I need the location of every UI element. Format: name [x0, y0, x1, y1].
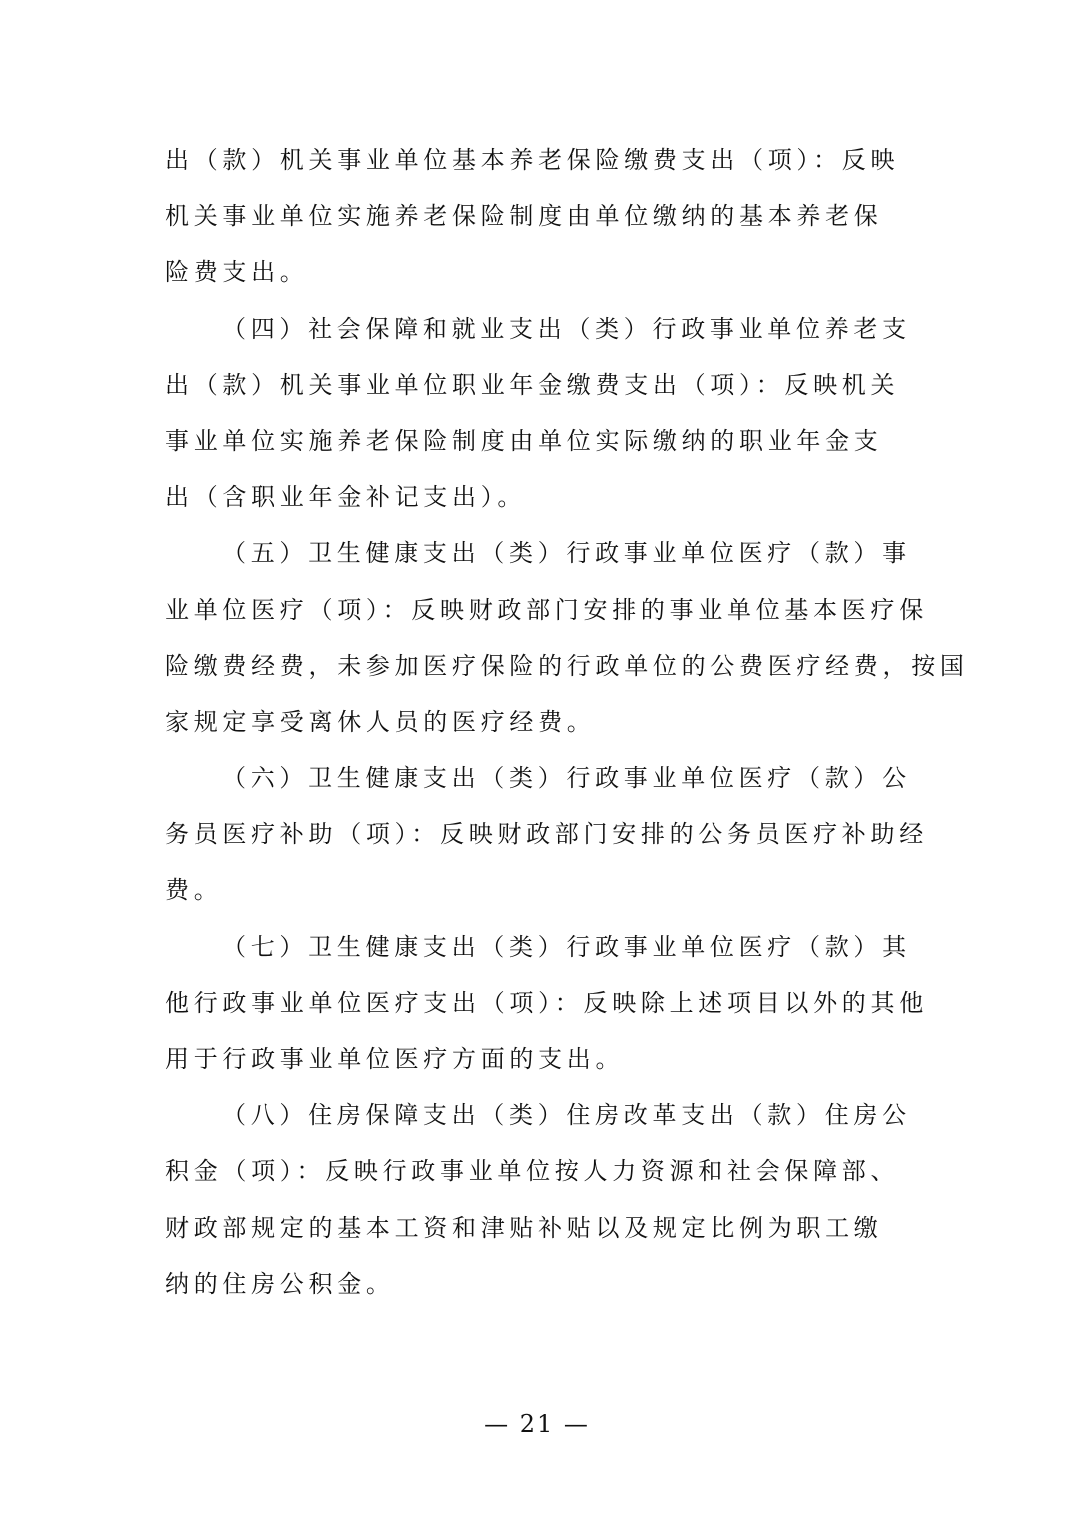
text-line: 事业单位实施养老保险制度由单位实际缴纳的职业年金支 — [165, 426, 883, 455]
text-line: 险费支出。 — [165, 258, 309, 287]
text-line: （八）住房保障支出（类）住房改革支出（款）住房公 — [222, 1101, 911, 1130]
text-line: 费。 — [165, 876, 223, 905]
text-line: 他行政事业单位医疗支出（项）：反映除上述项目以外的其他 — [165, 988, 928, 1017]
page-number: — 21 — — [484, 1410, 590, 1438]
text-line: 用于行政事业单位医疗方面的支出。 — [165, 1045, 625, 1073]
text-line: 险缴费经费，未参加医疗保险的行政单位的公费医疗经费，按国 — [165, 651, 969, 680]
text-line: 机关事业单位实施养老保险制度由单位缴纳的基本养老保 — [165, 202, 883, 231]
text-line: 务员医疗补助（项）：反映财政部门安排的公务员医疗补助经 — [165, 820, 928, 849]
text-line: （四）社会保障和就业支出（类）行政事业单位养老支 — [222, 314, 911, 343]
text-line: 财政部规定的基本工资和津贴补贴以及规定比例为职工缴 — [165, 1213, 883, 1242]
text-line: （五）卫生健康支出（类）行政事业单位医疗（款）事 — [222, 539, 911, 568]
text-line: 家规定享受离休人员的医疗经费。 — [165, 707, 596, 736]
paragraph — [165, 140, 925, 309]
text-line: 出（款）机关事业单位职业年金缴费支出（项）：反映机关 — [165, 370, 900, 399]
text-line: （七）卫生健康支出（类）行政事业单位医疗（款）其 — [222, 932, 911, 961]
text-line: 出（款）机关事业单位基本养老保险缴费支出（项）：反映 — [165, 146, 900, 174]
text-line: 积金（项）：反映行政事业单位按人力资源和社会保障部、 — [165, 1157, 900, 1186]
paragraph — [165, 309, 925, 534]
paragraph — [165, 1095, 925, 1320]
paragraph — [165, 533, 969, 758]
text-line: （六）卫生健康支出（类）行政事业单位医疗（款）公 — [222, 764, 911, 793]
body-text — [165, 140, 969, 1320]
paragraph — [165, 758, 928, 927]
text-line: 出（含职业年金补记支出）。 — [165, 483, 527, 512]
text-line: 纳的住房公积金。 — [165, 1269, 395, 1298]
text-line: 业单位医疗（项）：反映财政部门安排的事业单位基本医疗保 — [165, 595, 928, 624]
paragraph — [165, 927, 928, 1096]
